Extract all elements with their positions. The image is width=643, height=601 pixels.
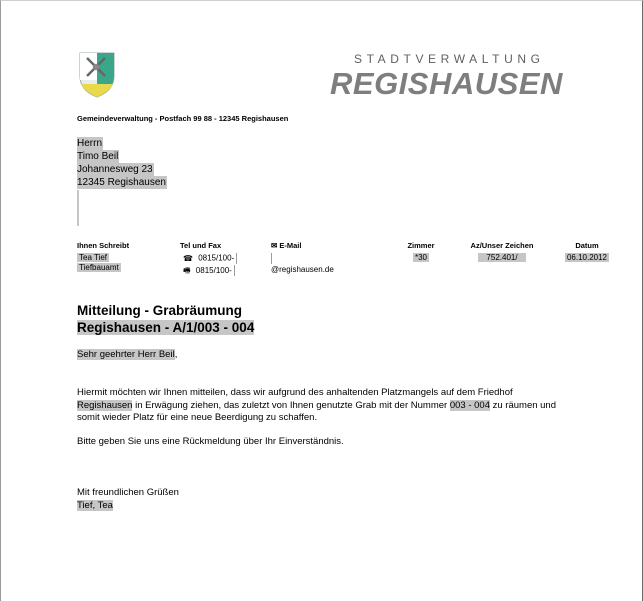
date-value[interactable]: 06.10.2012	[566, 253, 608, 262]
writer-label: Ihnen Schreibt	[77, 241, 130, 250]
info-telfax	[180, 241, 237, 279]
info-writer	[77, 241, 129, 272]
telfax-label: Tel und Fax	[180, 241, 222, 250]
email-label: E-Mail	[279, 241, 302, 250]
recipient-salutation[interactable]: Herrn	[77, 138, 103, 149]
salutation-name[interactable]: Beil	[158, 349, 175, 360]
recipient-street[interactable]: Johannesweg 23	[77, 164, 153, 175]
address-extra-field[interactable]	[77, 190, 79, 226]
closing-block	[77, 487, 179, 512]
info-room	[403, 241, 439, 262]
subject-line: Mitteilung - Grabräumung	[77, 303, 242, 318]
date-label: Datum	[575, 241, 599, 250]
recipient-address	[77, 137, 167, 189]
writer-name[interactable]: Tea Tief	[79, 253, 108, 262]
fax-value[interactable]: 0815/100-	[195, 266, 232, 275]
email-field-cursor	[271, 253, 272, 264]
p1-text-a: Hiermit möchten wir Ihnen mitteilen, dass wir aufgrund des anhaltenden Platzmangels auf dem Friedhof	[77, 387, 513, 398]
body-paragraph-2: Bitte geben Sie uns eine Rückmeldung über Ihr Einverständnis.	[77, 436, 344, 447]
phone-icon: ☎	[183, 253, 193, 263]
coat-of-arms-icon	[77, 50, 117, 98]
body-paragraph-1	[77, 387, 569, 425]
reference-value[interactable]: 752.401/	[478, 253, 525, 262]
org-line1: STADTVERWALTUNG	[354, 52, 545, 66]
tel-field-cursor	[236, 253, 237, 264]
fax-field-cursor	[234, 265, 235, 276]
recipient-name[interactable]: Timo Beil	[77, 151, 119, 162]
fax-icon: 🖷	[183, 266, 191, 275]
info-reference	[462, 241, 542, 262]
salutation-end: ,	[174, 349, 178, 360]
mail-icon: ✉	[271, 241, 278, 250]
closing-text: Mit freundlichen Grüßen	[77, 487, 179, 498]
p1-grave-number-field[interactable]: 003 - 004	[449, 399, 490, 411]
tel-value[interactable]: 0815/100-	[198, 253, 235, 263]
writer-dept[interactable]: Tiefbauamt	[79, 263, 119, 272]
p1-text-b: in Erwägung ziehen, das zuletzt von Ihnen genutzte Grab mit der Nummer	[132, 399, 450, 411]
info-email	[271, 241, 334, 274]
org-line2: REGISHAUSEN	[330, 66, 563, 101]
letter-salutation	[77, 349, 177, 360]
salutation-greeting[interactable]: Sehr geehrter Herr	[77, 349, 159, 360]
signature-field[interactable]: Tief, Tea	[77, 499, 113, 511]
p1-place-field[interactable]: Regishausen	[77, 399, 133, 411]
recipient-city[interactable]: 12345 Regishausen	[77, 177, 166, 188]
info-date	[562, 241, 612, 262]
room-value[interactable]: *30	[414, 253, 427, 262]
p1-text-c: zu räumen und somit wieder Platz für eine neue Beerdigung zu schaffen.	[77, 399, 556, 423]
room-label: Zimmer	[407, 241, 435, 250]
reference-label: Az/Unser Zeichen	[470, 241, 534, 250]
subject-reference[interactable]: Regishausen - A/1/003 - 004	[77, 320, 255, 335]
sender-line: Gemeindeverwaltung - Postfach 99 88 - 12345 Regishausen	[77, 114, 289, 123]
email-value[interactable]: @regishausen.de	[271, 265, 334, 274]
